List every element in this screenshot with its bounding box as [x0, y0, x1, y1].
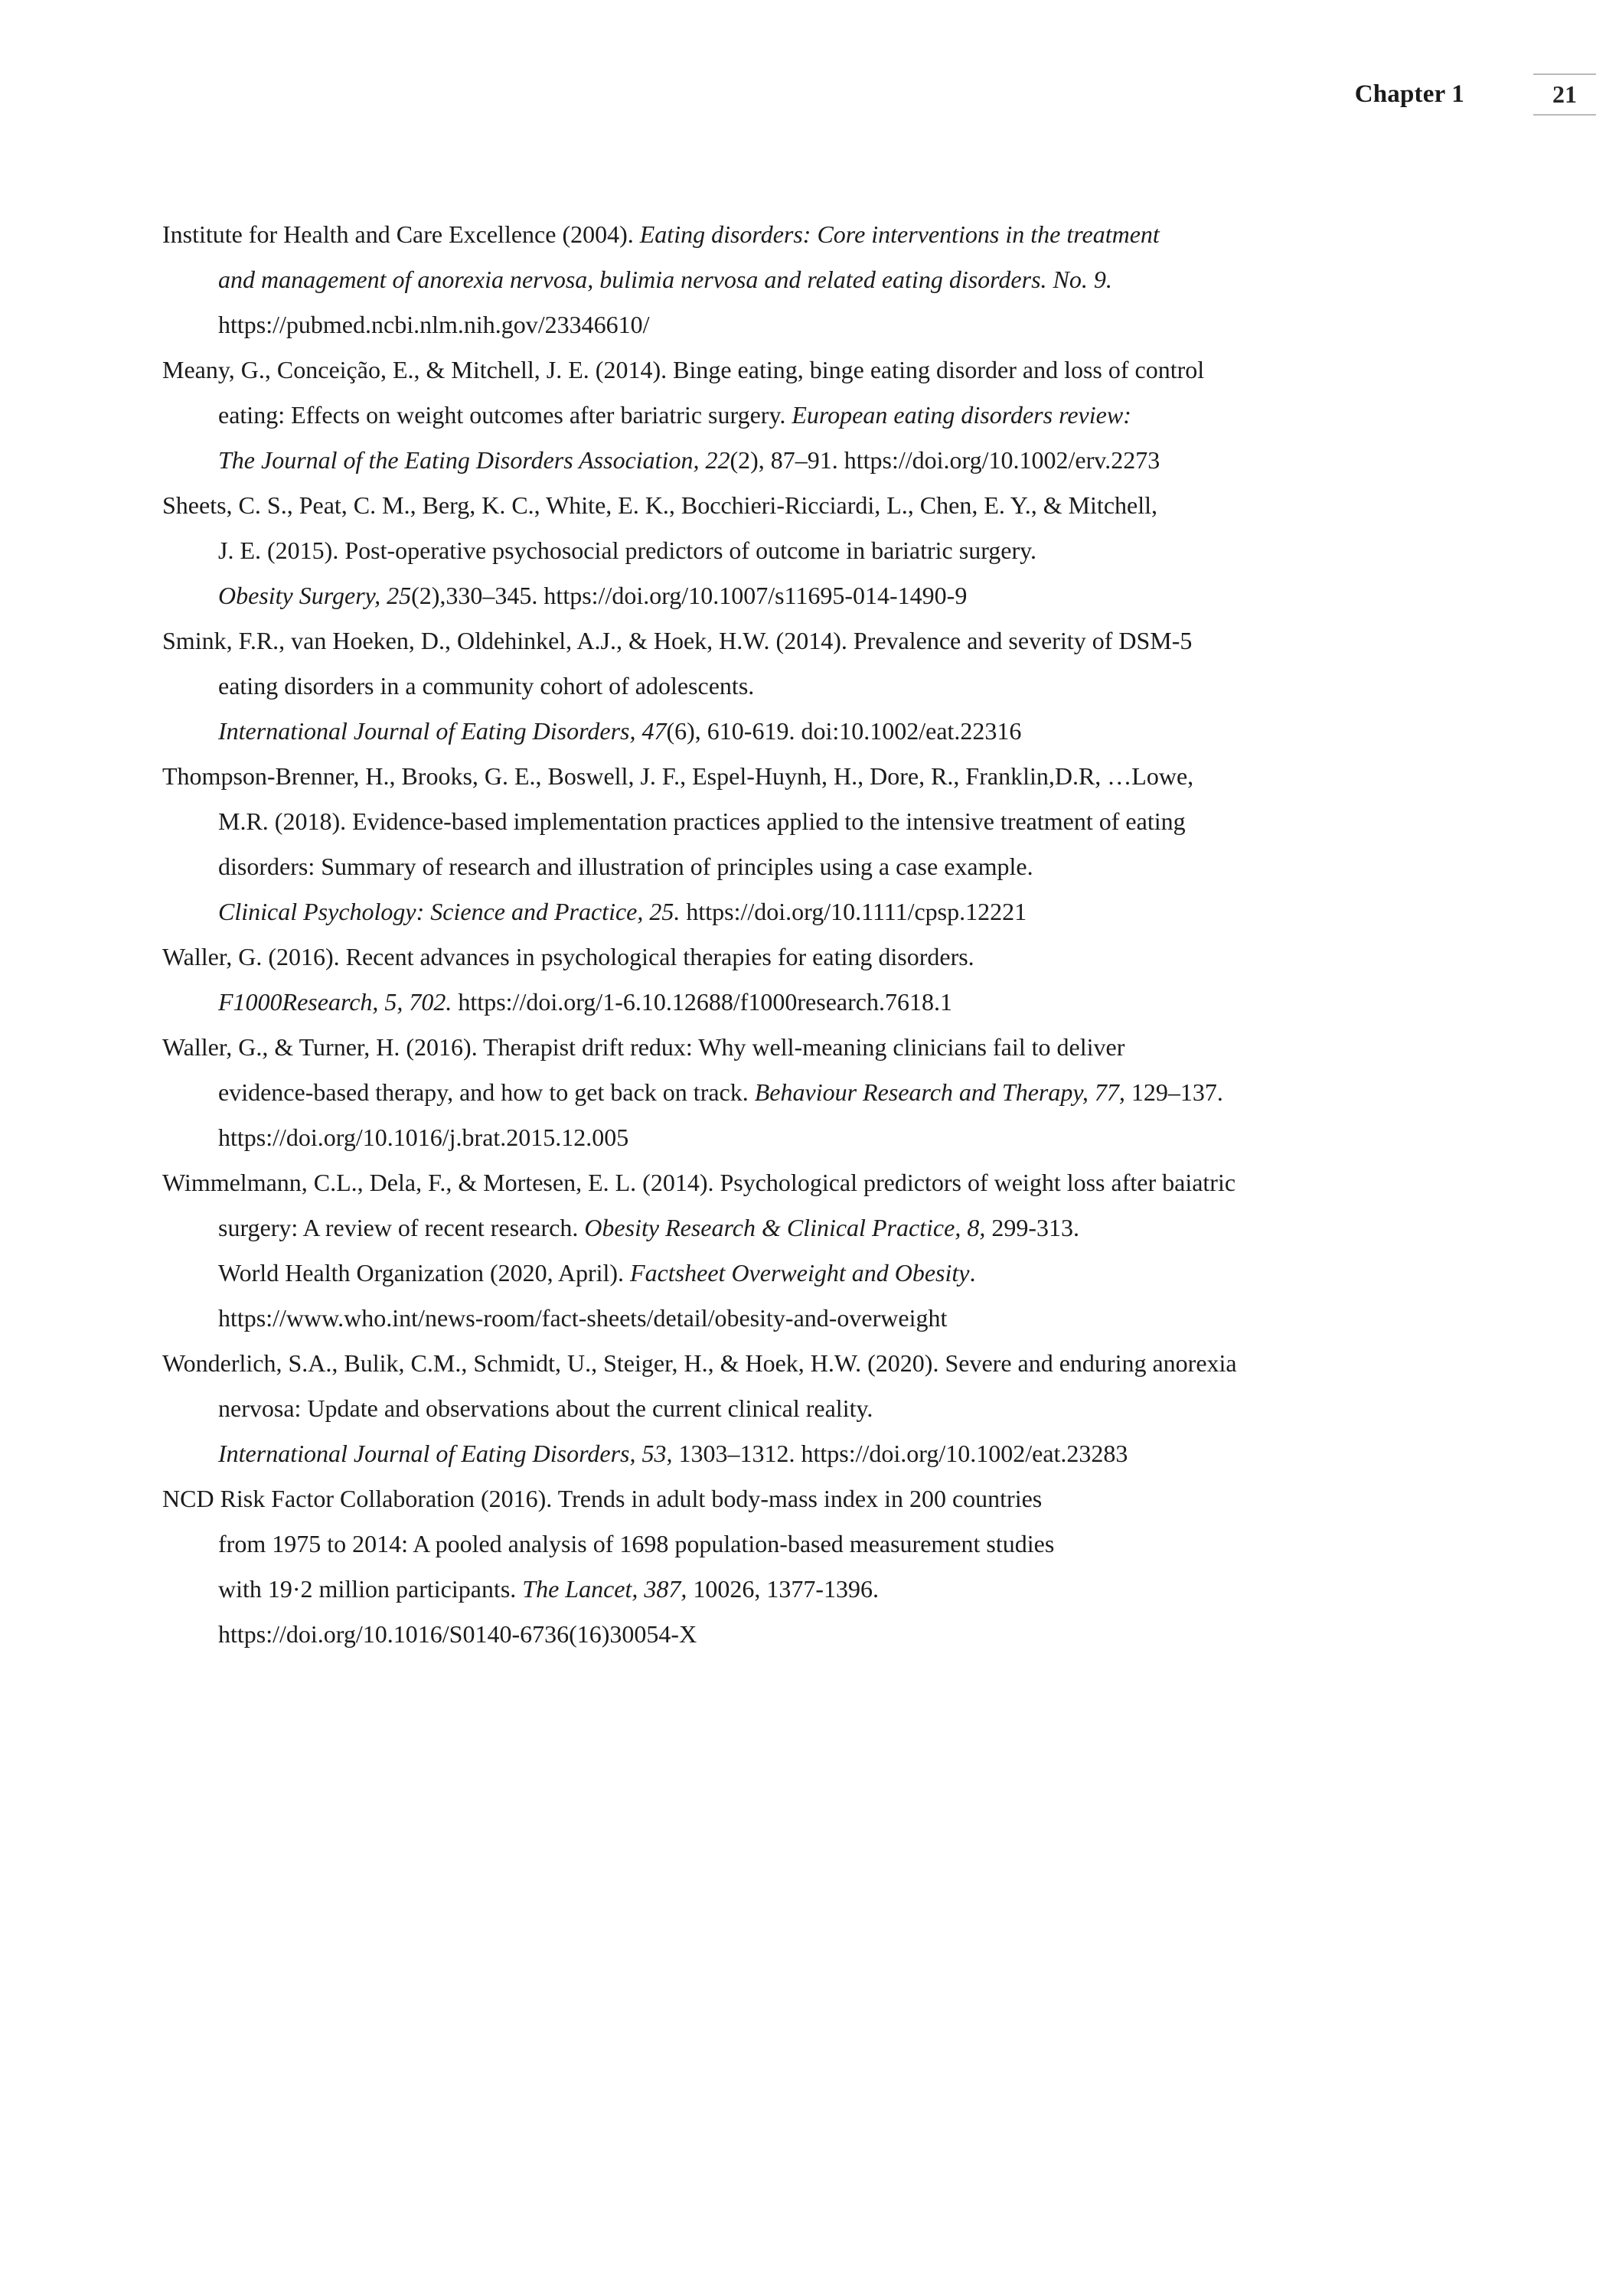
reference-text-segment: J. E. (2015). Post-operative psychosocial predictors of outcome in bariatric surgery. — [218, 536, 1037, 564]
reference-italic-segment: European eating disorders review: — [792, 401, 1131, 429]
reference-entry — [162, 347, 1464, 483]
reference-text-segment: NCD Risk Factor Collaboration (2016). Trends in adult body-mass index in 200 countries — [162, 1485, 1043, 1512]
reference-text-segment: surgery: A review of recent research. — [218, 1214, 585, 1241]
reference-italic-segment: F1000Research, 5, 702. — [218, 988, 452, 1016]
reference-text-segment: 10026, 1377-1396. — [687, 1575, 880, 1603]
reference-text-segment: https://doi.org/10.1016/S0140-6736(16)30054-X — [218, 1620, 697, 1648]
reference-text-segment: eating: Effects on weight outcomes after bariatric surgery. — [218, 401, 792, 429]
reference-entry — [162, 483, 1464, 618]
reference-text-segment: Thompson-Brenner, H., Brooks, G. E., Boswell, J. F., Espel-Huynh, H., Dore, R., Franklin,D.R, …Lowe, — [162, 762, 1194, 790]
reference-text-segment: 299-313. — [985, 1214, 1079, 1241]
references-list — [162, 212, 1464, 1657]
reference-text-segment: Meany, G., Conceição, E., & Mitchell, J. E. (2014). Binge eating, binge eating disorder and loss of control — [162, 356, 1205, 383]
reference-entry — [162, 618, 1464, 754]
reference-text-segment: Waller, G. (2016). Recent advances in psychological therapies for eating disorders. — [162, 943, 974, 970]
reference-entry — [162, 1341, 1464, 1476]
reference-text-segment: (2), 87–91. https://doi.org/10.1002/erv.2273 — [730, 446, 1160, 474]
reference-italic-segment: Obesity Surgery, 25 — [218, 582, 412, 609]
reference-text-segment: Institute for Health and Care Excellence (2004). — [162, 220, 640, 248]
reference-italic-segment: International Journal of Eating Disorders, 47 — [218, 717, 667, 745]
reference-entry — [162, 934, 1464, 1025]
reference-text-segment: from 1975 to 2014: A pooled analysis of 1698 population-based measurement studies — [218, 1530, 1055, 1557]
page-header — [0, 0, 1619, 116]
reference-entry — [162, 1025, 1464, 1160]
reference-italic-segment: Eating disorders: Core interventions in the treatment — [639, 220, 1160, 248]
reference-italic-segment: Factsheet Overweight and Obesity — [630, 1259, 970, 1287]
reference-text-segment: Smink, F.R., van Hoeken, D., Oldehinkel, A.J., & Hoek, H.W. (2014). Prevalence and severity of DSM-5 — [162, 627, 1193, 654]
reference-italic-segment: Obesity Research & Clinical Practice, 8, — [584, 1214, 986, 1241]
reference-text-segment: World Health Organization (2020, April). — [218, 1259, 631, 1287]
reference-entry — [162, 754, 1464, 934]
reference-text-segment: 1303–1312. https://doi.org/10.1002/eat.23283 — [672, 1440, 1128, 1467]
reference-italic-segment: The Journal of the Eating Disorders Association, 22 — [218, 446, 730, 474]
reference-text-segment: 129–137. — [1124, 1078, 1223, 1106]
reference-text-segment: evidence-based therapy, and how to get back on track. — [218, 1078, 755, 1106]
reference-text-segment: with 19·2 million participants. — [218, 1575, 523, 1603]
reference-text-segment: https://doi.org/10.1016/j.brat.2015.12.005 — [218, 1124, 629, 1151]
reference-entry — [162, 212, 1464, 347]
reference-text-segment: Waller, G., & Turner, H. (2016). Therapist drift redux: Why well-meaning clinicians fail to deliver — [162, 1033, 1125, 1061]
reference-italic-segment: The Lancet, 387, — [522, 1575, 687, 1603]
reference-text-segment: https://www.who.int/news-room/fact-sheets/detail/obesity-and-overweight — [218, 1304, 948, 1332]
reference-text-segment: https://doi.org/1-6.10.12688/f1000research.7618.1 — [452, 988, 952, 1016]
chapter-label: Chapter 1 — [1354, 80, 1464, 108]
reference-text-segment: Wonderlich, S.A., Bulik, C.M., Schmidt, U., Steiger, H., & Hoek, H.W. (2020). Severe and enduring anorexia — [162, 1349, 1237, 1377]
reference-text-segment: eating disorders in a community cohort of adolescents. — [218, 672, 755, 700]
reference-text-segment: https://pubmed.ncbi.nlm.nih.gov/23346610/ — [218, 311, 650, 338]
reference-text-segment: Sheets, C. S., Peat, C. M., Berg, K. C., White, E. K., Bocchieri-Ricciardi, L., Chen, E. Y., & Mitchell, — [162, 491, 1157, 519]
reference-text-segment: (2),330–345. https://doi.org/10.1007/s11695-014-1490-9 — [411, 582, 968, 609]
reference-entry — [162, 1160, 1464, 1341]
reference-italic-segment: International Journal of Eating Disorders, 53, — [218, 1440, 673, 1467]
reference-text-segment: disorders: Summary of research and illustration of principles using a case example. — [218, 853, 1033, 880]
reference-text-segment: Wimmelmann, C.L., Dela, F., & Mortesen, E. L. (2014). Psychological predictors of weight loss after baiatric — [162, 1169, 1236, 1196]
reference-entry — [162, 1476, 1464, 1657]
reference-italic-segment: Clinical Psychology: Science and Practice, 25. — [218, 898, 681, 925]
reference-text-segment: . — [969, 1259, 976, 1287]
reference-text-segment: nervosa: Update and observations about the current clinical reality. — [218, 1394, 873, 1422]
reference-text-segment: M.R. (2018). Evidence-based implementation practices applied to the intensive treatment of eating — [218, 807, 1186, 835]
reference-text-segment: https://doi.org/10.1111/cpsp.12221 — [680, 898, 1027, 925]
page-number: 21 — [1533, 73, 1596, 116]
reference-text-segment: (6), 610-619. doi:10.1002/eat.22316 — [666, 717, 1022, 745]
reference-italic-segment: Behaviour Research and Therapy, 77, — [754, 1078, 1125, 1106]
reference-italic-segment: and management of anorexia nervosa, bulimia nervosa and related eating disorders. No. 9. — [218, 266, 1112, 293]
